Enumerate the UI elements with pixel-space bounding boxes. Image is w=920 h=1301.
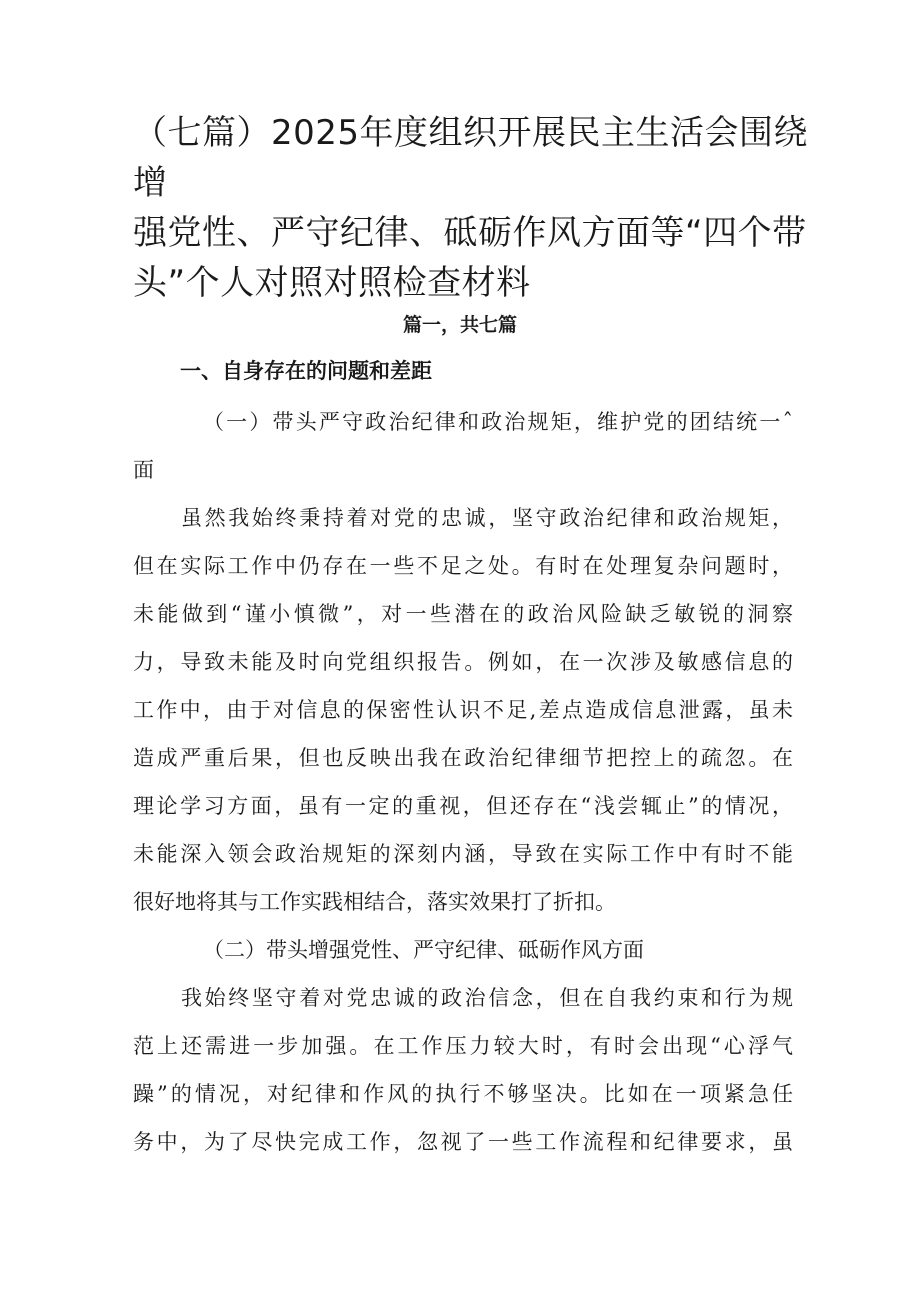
text-line: （二）带头增强党性、严守纪律、砥砺作风方面 <box>203 938 644 962</box>
document-title <box>133 108 813 308</box>
paragraph-2 <box>133 974 793 1166</box>
text-line: 范上还需进一步加强。在工作压力较大时，有时会出现“心浮气 <box>133 1034 793 1058</box>
document-subtitle: 篇一，共七篇 <box>402 314 517 336</box>
title-line: （七篇）2025年度组织开展民主生活会围绕增 <box>133 113 809 203</box>
text-line: 工作中，由于对信息的保密性认识不足,差点造成信息泄露，虽未 <box>133 698 793 722</box>
text-line: 未能做到“谨小慎微”，对一些潜在的政治风险缺乏敏锐的洞察 <box>133 602 793 626</box>
text-line: 面 <box>133 458 154 482</box>
text-line: 务中，为了尽快完成工作，忽视了一些工作流程和纪律要求，虽 <box>133 1130 793 1154</box>
subsection-heading-2 <box>133 926 793 974</box>
text-line: 未能深入领会政治规矩的深刻内涵，导致在实际工作中有时不能 <box>133 842 793 866</box>
text-line: 理论学习方面，虽有一定的重视，但还存在“浅尝辄止”的情况， <box>133 794 793 818</box>
text-line: 很好地将其与工作实践相结合，落实效果打了折扣。 <box>133 890 616 914</box>
text-line: 我始终坚守着对党忠诚的政治信念，但在自我约束和行为规 <box>181 986 793 1010</box>
section-heading: 一、自身存在的问题和差距 <box>180 359 432 383</box>
subsection-heading-1 <box>133 398 793 494</box>
text-line: 躁”的情况，对纪律和作风的执行不够坚决。比如在一项紧急任 <box>133 1082 793 1106</box>
text-line: 造成严重后果，但也反映出我在政治纪律细节把控上的疏忽。在 <box>133 746 793 770</box>
title-line: 头”个人对照对照检查材料 <box>133 263 531 303</box>
text-line: 但在实际工作中仍存在一些不足之处。有时在处理复杂问题时， <box>133 554 793 578</box>
text-line: 虽然我始终秉持着对党的忠诚，坚守政治纪律和政治规矩， <box>181 506 793 530</box>
text-line: （一）带头严守政治纪律和政治规矩，维护党的团结统一ˆ <box>203 410 793 434</box>
title-line: 强党性、严守纪律、砥砺作风方面等“四个带 <box>133 213 807 253</box>
paragraph-1 <box>133 494 793 926</box>
text-line: 力，导致未能及时向党组织报告。例如，在一次涉及敏感信息的 <box>133 650 793 674</box>
